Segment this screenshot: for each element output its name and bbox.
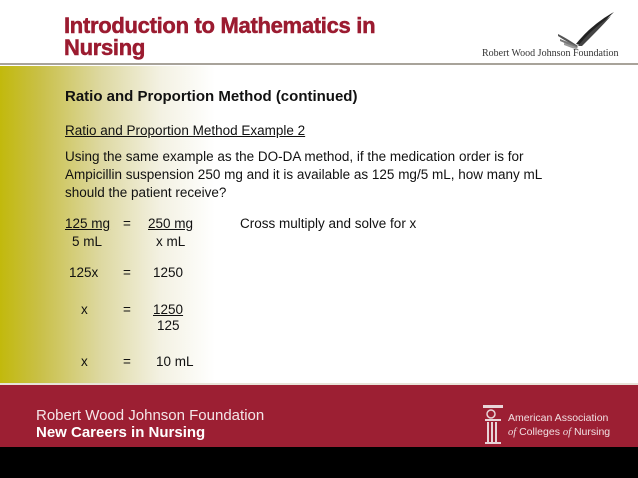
aacn-of: of <box>508 427 517 438</box>
bottom-black-band <box>0 447 638 478</box>
step3-right-numerator: 1250 <box>153 302 184 317</box>
step1-right-denominator: x mL <box>156 234 186 249</box>
footer-band <box>0 383 638 447</box>
aacn-logo <box>482 404 632 446</box>
step1-right-numerator: 250 mg <box>148 216 194 231</box>
rwjf-logo-text: Robert Wood Johnson Foundation <box>482 48 619 59</box>
column-icon <box>482 404 506 446</box>
step4-right: 10 mL <box>156 354 194 369</box>
section-heading: Ratio and Proportion Method (continued) <box>65 88 358 105</box>
step1-note: Cross multiply and solve for x <box>240 216 417 231</box>
bird-wing-icon <box>556 12 616 50</box>
aacn-name-line2 <box>508 426 610 438</box>
slide-title <box>64 15 375 59</box>
step1-left-denominator: 5 mL <box>72 234 103 249</box>
step2-equals: = <box>123 265 131 280</box>
paragraph-line: should the patient receive? <box>65 185 227 200</box>
rwjf-logo <box>476 10 636 62</box>
step2-right: 1250 <box>153 265 184 280</box>
footer-rwjf-text: Robert Wood Johnson Foundation <box>36 407 265 424</box>
aacn-name-line1: American Association <box>508 412 609 424</box>
step4-equals: = <box>123 354 131 369</box>
paragraph-line: Using the same example as the DO-DA method, if the medication order is for <box>65 149 524 164</box>
aacn-nursing: Nursing <box>571 426 611 438</box>
step1-left-numerator: 125 mg <box>65 216 111 231</box>
slide-title-line1: Introduction to Mathematics in <box>64 13 376 38</box>
paragraph-line: Ampicillin suspension 250 mg and it is available as 125 mg/5 mL, how many mL <box>65 167 543 182</box>
header-divider <box>0 63 638 65</box>
step2-left: 125x <box>69 265 99 280</box>
step3-right-denominator: 125 <box>157 318 180 333</box>
aacn-of: of <box>562 427 572 438</box>
step3-left: x <box>81 302 88 317</box>
step1-equals: = <box>123 216 131 231</box>
footer-program-name: New Careers in Nursing <box>36 424 206 441</box>
example-subheading: Ratio and Proportion Method Example 2 <box>65 123 306 138</box>
step3-equals: = <box>123 302 131 317</box>
problem-paragraph <box>65 148 605 202</box>
step4-left: x <box>81 354 88 369</box>
slide-title-line2: Nursing <box>64 35 146 60</box>
aacn-colleges: Colleges <box>516 426 563 438</box>
